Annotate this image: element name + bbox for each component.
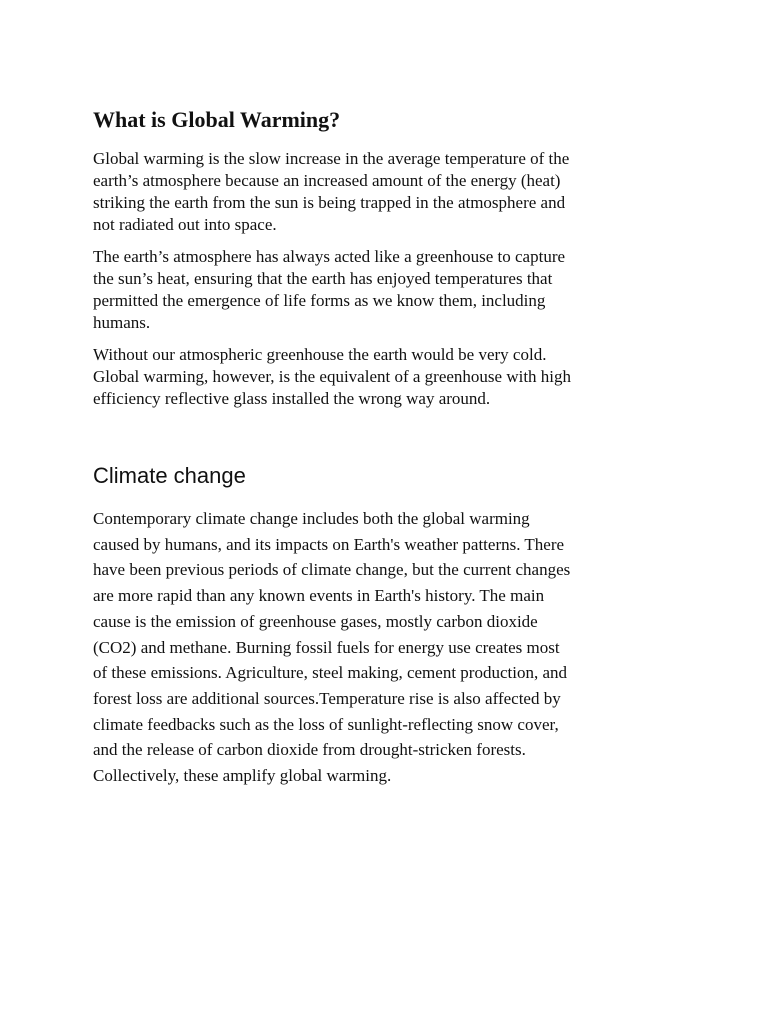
section-global-warming bbox=[93, 106, 683, 410]
paragraph: Without our atmospheric greenhouse the earth would be very cold. Global warming, however, is the equivalent of a greenhouse with high efficiency reflective glass installed the wrong way around. bbox=[93, 345, 572, 408]
document-content bbox=[93, 106, 683, 789]
paragraph: Global warming is the slow increase in the average temperature of the earth’s atmosphere because an increased amount of the energy (heat) striking the earth from the sun is being trapped in the atmosphere and not radiated out into space. bbox=[93, 149, 570, 234]
section-climate-change bbox=[93, 462, 683, 789]
section-heading-global-warming: What is Global Warming? bbox=[93, 107, 341, 132]
paragraph: Contemporary climate change includes both the global warming caused by humans, and its impacts on Earth's weather patterns. There have been previous periods of climate change, but the current changes are more rapid than any known events in Earth's history. The main cause is the emission of greenhouse gases, mostly carbon dioxide (CO2) and methane. Burning fossil fuels for energy use creates most of these emissions. Agriculture, steel making, cement production, and forest loss are additional sources.Temperature rise is also affected by climate feedbacks such as the loss of sunlight-reflecting snow cover, and the release of carbon dioxide from drought-stricken forests. Collectively, these amplify global warming. bbox=[93, 509, 571, 786]
paragraph: The earth’s atmosphere has always acted like a greenhouse to capture the sun’s heat, ensuring that the earth has enjoyed temperatures that permitted the emergence of life forms as we know them, including humans. bbox=[93, 247, 566, 332]
section-heading-climate-change: Climate change bbox=[93, 463, 246, 488]
